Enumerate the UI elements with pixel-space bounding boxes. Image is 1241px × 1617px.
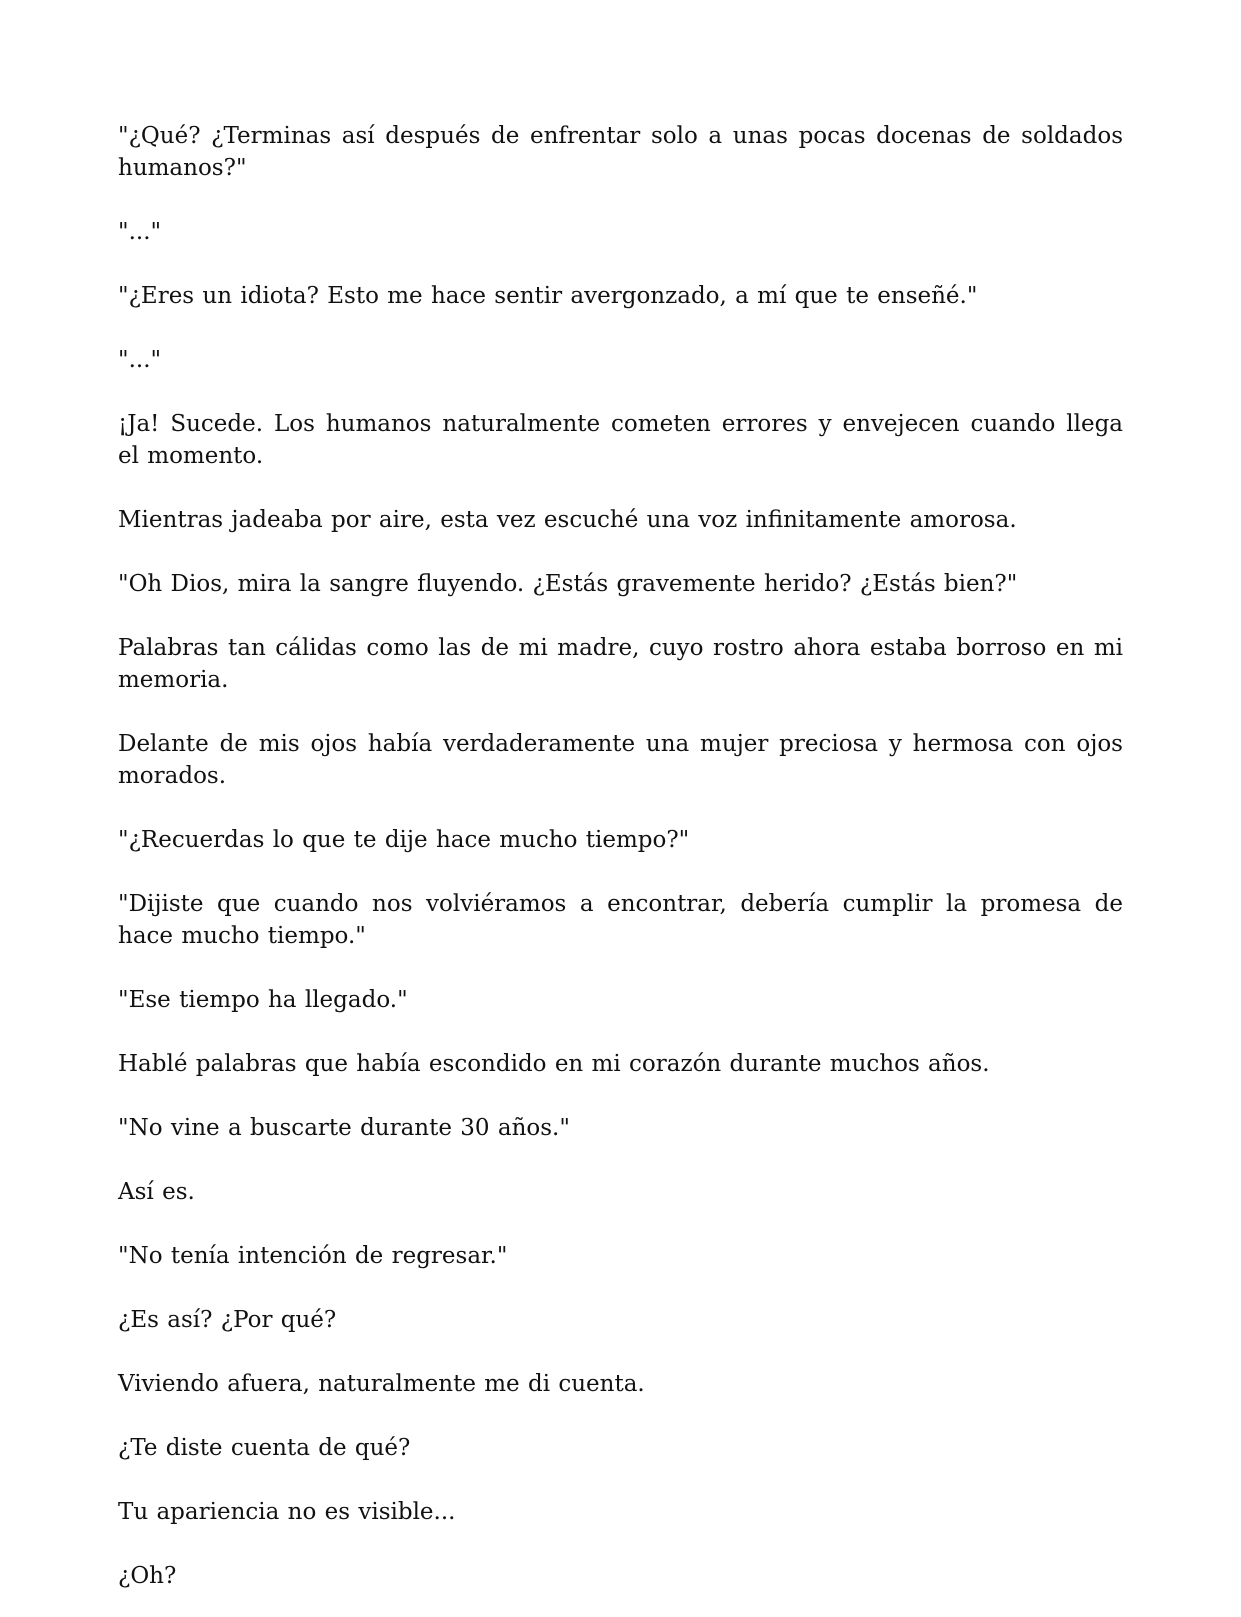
paragraph: ¿Es así? ¿Por qué? [118, 1307, 337, 1333]
paragraph: Así es. [118, 1179, 195, 1205]
paragraph: ¿Oh? [118, 1563, 177, 1589]
paragraph: Viviendo afuera, naturalmente me di cuenta. [118, 1371, 645, 1397]
paragraph: "¿Eres un idiota? Esto me hace sentir avergonzado, a mí que te enseñé." [118, 283, 978, 309]
paragraph: "No tenía intención de regresar." [118, 1243, 508, 1269]
paragraph: Mientras jadeaba por aire, esta vez escuché una voz infinitamente amorosa. [118, 507, 1017, 533]
paragraph: "Ese tiempo ha llegado." [118, 987, 408, 1013]
paragraph: Delante de mis ojos había verdaderamente una mujer preciosa y hermosa con ojos morados. [118, 731, 1123, 789]
paragraph: ¡Ja! Sucede. Los humanos naturalmente cometen errores y envejecen cuando llega el momento. [118, 411, 1123, 469]
paragraph: Palabras tan cálidas como las de mi madre, cuyo rostro ahora estaba borroso en mi memoria. [118, 635, 1123, 693]
paragraph: Hablé palabras que había escondido en mi corazón durante muchos años. [118, 1051, 990, 1077]
paragraph: "..." [118, 347, 162, 373]
paragraph: "Oh Dios, mira la sangre fluyendo. ¿Estás gravemente herido? ¿Estás bien?" [118, 571, 1018, 597]
paragraph: Tu apariencia no es visible... [118, 1499, 456, 1525]
paragraph: ¿Te diste cuenta de qué? [118, 1435, 411, 1461]
paragraph: "No vine a buscarte durante 30 años." [118, 1115, 570, 1141]
paragraph: "¿Recuerdas lo que te dije hace mucho tiempo?" [118, 827, 690, 853]
paragraph: "..." [118, 219, 162, 245]
paragraph: "Dijiste que cuando nos volviéramos a encontrar, debería cumplir la promesa de hace mucho tiempo." [118, 891, 1123, 949]
paragraph: "¿Qué? ¿Terminas así después de enfrentar solo a unas pocas docenas de soldados humanos?" [118, 123, 1123, 181]
